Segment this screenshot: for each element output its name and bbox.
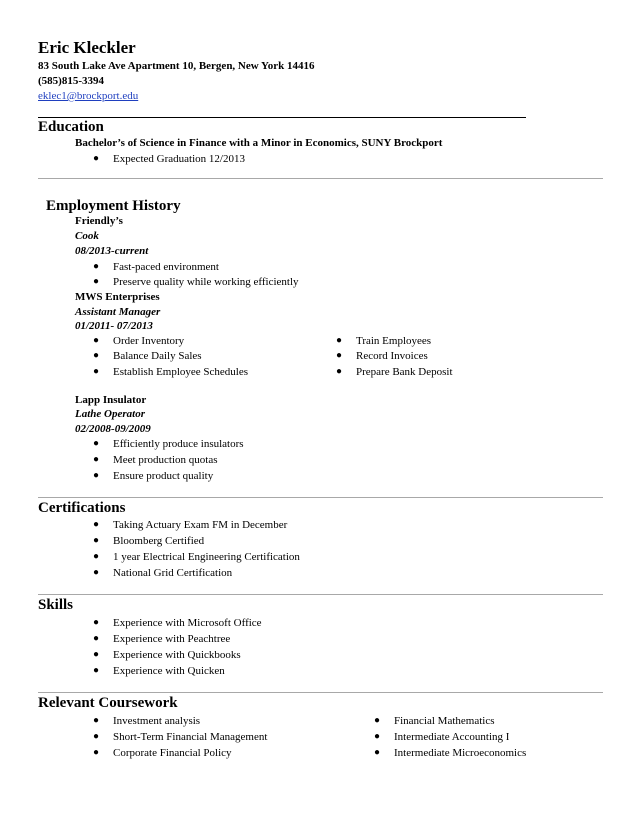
bullet-icon: ● [93,454,100,465]
bullet-icon: ● [93,535,100,546]
job-employer: MWS Enterprises [75,291,160,303]
job-dates: 02/2008-09/2009 [75,423,151,435]
bullet-icon: ● [93,366,100,377]
certification-item: ● 1 year Electrical Engineering Certification [93,551,300,563]
skill-item: ● Experience with Microsoft Office [93,617,262,629]
section-divider [38,178,603,179]
bullet-icon: ● [93,649,100,660]
job-bullet: ● Prepare Bank Deposit [336,366,453,378]
phone-line: (585)815-3394 [38,75,104,87]
job-title: Assistant Manager [75,306,161,318]
section-divider [38,692,603,693]
job-bullet: ● Train Employees [336,335,432,347]
job-bullet: ● Efficiently produce insulators [93,438,244,450]
job-bullet: ● Record Invoices [336,350,428,362]
bullet-icon: ● [93,665,100,676]
skill-item: ● Experience with Quickbooks [93,649,241,661]
bullet-icon: ● [93,567,100,578]
certification-item: ● Taking Actuary Exam FM in December [93,519,288,531]
header-underline [38,117,526,118]
email-link[interactable]: eklec1@brockport.edu [38,90,139,102]
job-bullet: ● Preserve quality while working efficiently [93,276,299,288]
bullet-icon: ● [93,276,100,287]
bullet-icon: ● [93,438,100,449]
bullet-icon: ● [93,350,100,361]
job-bullet: ● Order Inventory [93,335,185,347]
certification-item: ● Bloomberg Certified [93,535,205,547]
skills-heading: Skills [38,597,74,613]
bullet-icon: ● [93,153,100,164]
course-item: ● Intermediate Accounting I [374,731,510,743]
education-heading: Education [38,119,104,135]
bullet-icon: ● [93,617,100,628]
course-item: ● Short-Term Financial Management [93,731,268,743]
bullet-icon: ● [336,335,343,346]
job-title: Cook [75,230,99,242]
bullet-icon: ● [93,551,100,562]
skill-item: ● Experience with Peachtree [93,633,231,645]
employment-heading: Employment History [46,198,181,214]
education-degree: Bachelor’s of Science in Finance with a Minor in Economics, SUNY Brockport [75,137,443,149]
job-bullet: ● Establish Employee Schedules [93,366,249,378]
section-divider [38,497,603,498]
course-item: ● Financial Mathematics [374,715,495,727]
bullet-icon: ● [336,350,343,361]
bullet-icon: ● [93,470,100,481]
course-item: ● Investment analysis [93,715,201,727]
skill-item: ● Experience with Quicken [93,665,225,677]
section-divider [38,594,603,595]
job-bullet: ● Fast-paced environment [93,261,219,273]
job-employer: Friendly’s [75,215,123,227]
bullet-icon: ● [374,747,381,758]
course-item: ● Corporate Financial Policy [93,747,232,759]
bullet-icon: ● [93,519,100,530]
job-employer: Lapp Insulator [75,394,147,406]
course-item: ● Intermediate Microeconomics [374,747,527,759]
bullet-icon: ● [336,366,343,377]
bullet-icon: ● [93,747,100,758]
bullet-icon: ● [93,731,100,742]
job-title: Lathe Operator [75,408,145,420]
bullet-icon: ● [93,261,100,272]
job-bullet: ● Meet production quotas [93,454,218,466]
job-dates: 08/2013-current [75,245,149,257]
address-line: 83 South Lake Ave Apartment 10, Bergen, New York 14416 [38,60,315,72]
job-bullet: ● Ensure product quality [93,470,214,482]
bullet-icon: ● [93,633,100,644]
certifications-heading: Certifications [38,500,126,516]
bullet-icon: ● [93,335,100,346]
bullet-icon: ● [374,731,381,742]
bullet-icon: ● [93,715,100,726]
education-bullet: ● Expected Graduation 12/2013 [93,153,245,165]
job-dates: 01/2011- 07/2013 [75,320,153,332]
certification-item: ● National Grid Certification [93,567,233,579]
coursework-heading: Relevant Coursework [38,695,178,711]
job-bullet: ● Balance Daily Sales [93,350,202,362]
resume-name: Eric Kleckler [38,38,136,57]
bullet-icon: ● [374,715,381,726]
